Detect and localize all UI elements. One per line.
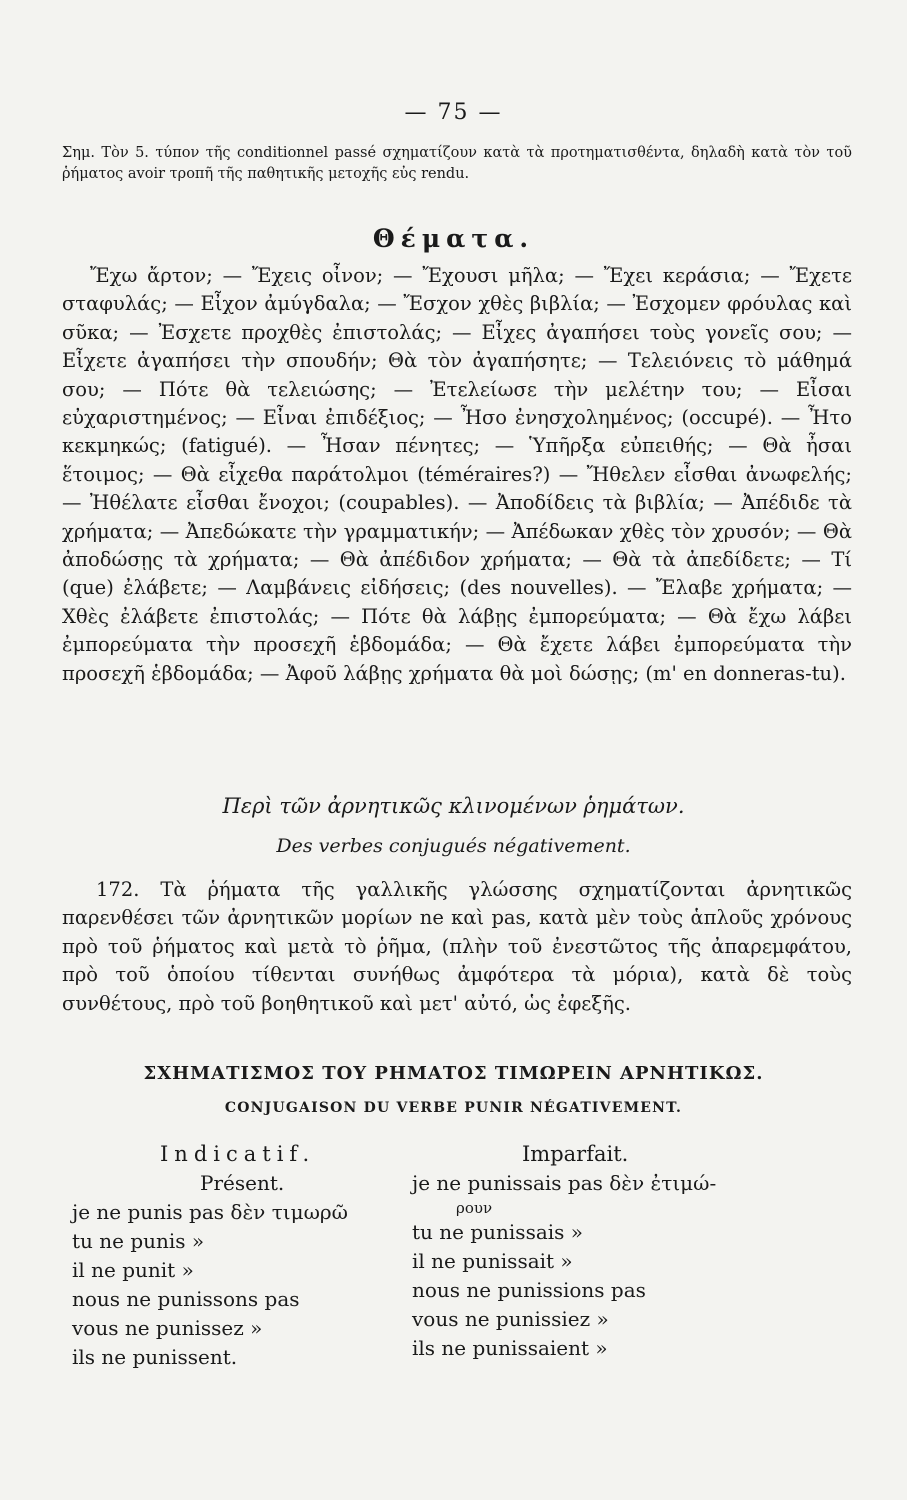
subtitle-french: Des verbes conjugués négativement.	[276, 835, 631, 857]
column-title: Imparfait.	[522, 1142, 629, 1166]
conjugation-row: nous ne punissons pas	[72, 1287, 300, 1311]
indicatif-column	[72, 1140, 452, 1372]
conjugation-row: ils ne punissaient »	[412, 1336, 608, 1360]
conjugation-row: il ne punit »	[72, 1258, 194, 1282]
footnote: Σημ. Τὸν 5. τύπον τῆς conditionnel passé σχηματίζουν κατὰ τὰ προτηματισθέντα, δηλαδὴ κατὰ τὸν τοῦ ῥήματος avoir τροπῆ τῆς παθητικῆς μετοχῆς εὐς rendu.	[62, 145, 852, 182]
column-subtitle: Présent.	[200, 1171, 285, 1195]
conjugation-row: tu ne punissais »	[412, 1220, 584, 1244]
section-title: Θέματα.	[372, 224, 535, 253]
subtitle-greek: Περὶ τῶν ἀρνητικῶς κλινομένων ῥημάτων.	[222, 794, 685, 818]
conjugation-row: ils ne punissent.	[72, 1345, 238, 1369]
conjugation-row: vous ne punissiez »	[412, 1307, 609, 1331]
exercise-paragraph: Ἔχω ἄρτον; — Ἔχεις οἶνον; — Ἔχουσι μῆλα; — Ἔχει κεράσια; — Ἔχετε σταφυλάς; — Εἶχον ἀμύγδαλα; — Ἔσχον χθὲς βιβλία; — Ἐσχομεν φρόυλας καὶ σῦκα; — Ἐσχετε προχθὲς ἐπιστολάς; — Εἶχες ἀγαπήσει τοὺς γονεῖς σου; — Εἶχετε ἀγαπήσει τὴν σπουδήν; Θὰ τὸν ἀγαπήσητε; — Τελειόνεις τὸ μάθημά σου; — Πότε θὰ τελειώσης; — Ἐτελείωσε τὴν μελέτην του; — Εἶσαι εὐχαριστημένος; — Εἶναι ἐπιδέξιος; — Ἦσο ἐνησχολημένος; (occupé). — Ἦτο κεκμηκώς; (fatigué). — Ἦσαν πένητες; — Ὑπῆρξα εὐπειθής; — Θὰ ἦσαι ἕτοιμος; — Θὰ εἶχεθα παράτολμοι (téméraires?) — Ἤθελεν εἶσθαι ἀνωφελής; — Ἠθέλατε εἶσθαι ἔνοχοι; (coupables). — Ἀποδίδεις τὰ βιβλία; — Ἀπέδιδε τὰ χρήματα; — Ἀπεδώκατε τὴν γραμματικήν; — Ἀπέδωκαν χθὲς τὸν χρυσόν; — Θὰ ἀποδώσῃς τὰ χρήματα; — Θὰ ἀπέδιδον χρήματα; — Θὰ τὰ ἀπεδίδετε; — Τί (que) ἐλάβετε; — Λαμβάνεις εἰδήσεις; (des nouvelles). — Ἔλαβε χρήματα; — Χθὲς ἐλάβετε ἐπιστολάς; — Πότε θὰ λάβῃς ἐμπορεύματα; — Θὰ ἔχω λάβει ἐμπορεύματα τὴν προσεχῆ ἑβδομάδα; — Θὰ ἔχετε λάβει ἐμπορεύματα τὴν προσεχῆ ἑβδομάδα; — Ἀφοῦ λάβῃς χρήματα θὰ μοὶ δώσῃς; (m' en donneras-tu).	[62, 264, 852, 685]
conjugation-heading-greek: ΣΧΗΜΑΤΙΣΜΟΣ ΤΟΥ ΡΗΜΑΤΟΣ ΤΙΜΩΡΕΙΝ ΑΡΝΗΤΙΚΩΣ.	[143, 1063, 764, 1084]
conjugation-row: je ne punissais pas δὲν ἐτιμώ-	[412, 1171, 717, 1195]
conjugation-heading-french: CONJUGAISON DU VERBE PUNIR NÉGATIVEMENT.	[224, 1100, 683, 1116]
paragraph-172: 172. Τὰ ῥήματα τῆς γαλλικῆς γλώσσης σχηματίζονται ἀρνητικῶς παρενθέσει τῶν ἀρνητικῶν μορίων ne καὶ pas, κατὰ μὲν τοὺς ἁπλοῦς χρόνους πρὸ τοῦ ῥήματος καὶ μετὰ τὸ ῥῆμα, (πλὴν τοῦ ἐνεστῶτος τῆς ἀπαρεμφάτου, πρὸ τοῦ ὁποίου τίθενται συνήθως ἀμφότερα τὰ μόρια), κατὰ δὲ τοὺς συνθέτους, πρὸ τοῦ βοηθητικοῦ καὶ μετ' αὐτό, ὡς ἐφεξῆς.	[62, 878, 852, 1015]
conjugation-row: tu ne punis »	[72, 1229, 205, 1253]
conjugation-row: je ne punis pas δὲν τιμωρῶ	[72, 1200, 348, 1224]
page-number: — 75 —	[404, 100, 503, 125]
column-title: Indicatif.	[160, 1142, 316, 1166]
conjugation-row: il ne punissait »	[412, 1249, 573, 1273]
conjugation-row-continuation: ρουν	[456, 1199, 493, 1217]
conjugation-row: nous ne punissions pas	[412, 1278, 646, 1302]
conjugation-row: vous ne punissez »	[72, 1316, 263, 1340]
imparfait-column	[412, 1140, 852, 1363]
